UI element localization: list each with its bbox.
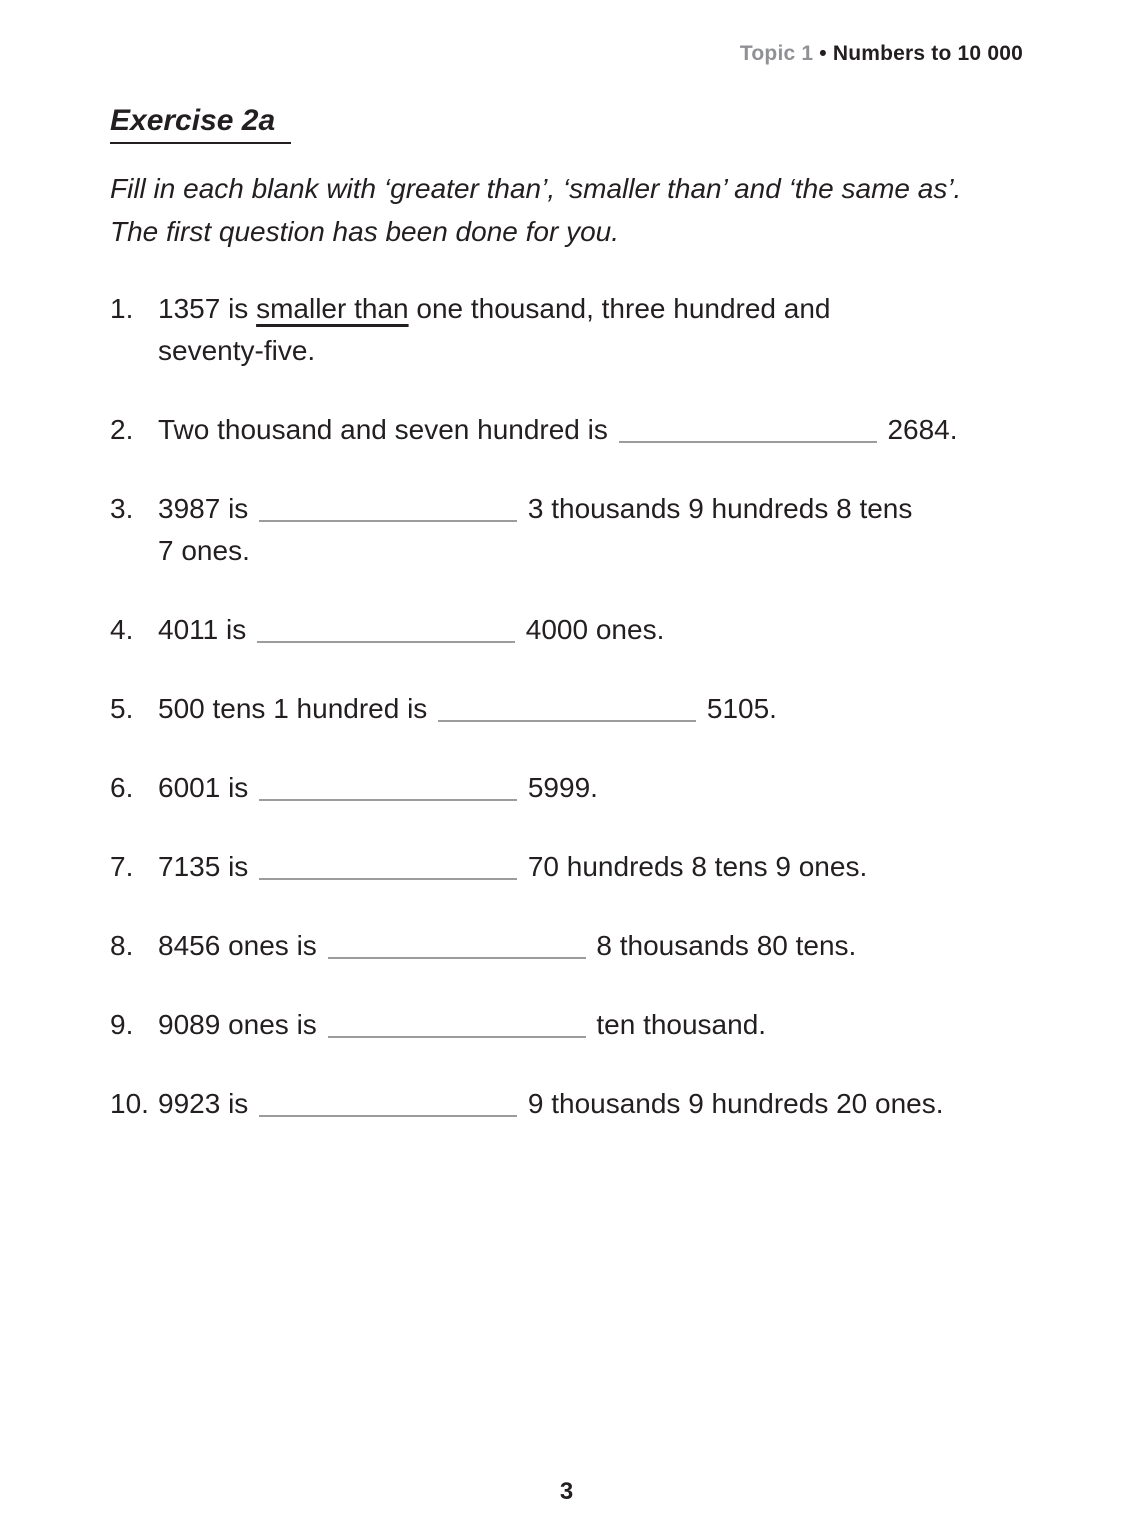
question-6 xyxy=(110,767,1025,809)
question-number: 5. xyxy=(110,693,134,724)
question-text xyxy=(158,846,1025,888)
question-4 xyxy=(110,609,1025,651)
question-text xyxy=(158,488,1025,572)
question-pre: 9923 is xyxy=(158,1088,249,1119)
question-number: 6. xyxy=(110,772,134,803)
question-text xyxy=(158,609,1025,651)
question-post: ten thousand. xyxy=(596,1009,767,1040)
question-number: 7. xyxy=(110,851,134,882)
question-text xyxy=(158,688,1025,730)
question-text xyxy=(158,925,1025,967)
answer-blank xyxy=(259,878,517,880)
question-number: 3. xyxy=(110,493,134,524)
question-2 xyxy=(110,409,1025,451)
question-number: 2. xyxy=(110,414,134,445)
question-10 xyxy=(110,1083,1025,1125)
question-post: 9 thousands 9 hundreds 20 ones. xyxy=(527,1088,944,1119)
question-8 xyxy=(110,925,1025,967)
question-text xyxy=(158,1083,1025,1125)
answer-blank xyxy=(438,720,696,722)
filled-answer: smaller than xyxy=(256,293,409,324)
question-1 xyxy=(110,288,1025,372)
question-pre: 1357 is xyxy=(158,293,249,324)
question-text xyxy=(158,288,1025,372)
answer-blank xyxy=(257,641,515,643)
question-post: 3 thousands 9 hundreds 8 tens xyxy=(527,493,913,524)
answer-blank xyxy=(259,1115,517,1117)
question-number: 8. xyxy=(110,930,134,961)
page-header xyxy=(740,42,1023,66)
question-text xyxy=(158,1004,1025,1046)
question-post: 8 thousands 80 tens. xyxy=(596,930,857,961)
page-content xyxy=(110,104,1025,1162)
question-7 xyxy=(110,846,1025,888)
question-text xyxy=(158,767,1025,809)
question-number: 9. xyxy=(110,1009,134,1040)
instructions xyxy=(110,167,1025,253)
question-pre: 4011 is xyxy=(158,614,247,645)
question-pre: 7135 is xyxy=(158,851,249,882)
question-3 xyxy=(110,488,1025,572)
instructions-line-1: Fill in each blank with ‘greater than’, ‘smaller than’ and ‘the same as’. xyxy=(110,173,962,204)
instructions-line-2: The first question has been done for you. xyxy=(110,216,619,247)
question-pre: 3987 is xyxy=(158,493,249,524)
question-post: 4000 ones. xyxy=(525,614,665,645)
exercise-title: Exercise 2a xyxy=(110,104,291,144)
question-pre: 500 tens 1 hundred is xyxy=(158,693,428,724)
question-number: 10. xyxy=(110,1088,149,1119)
answer-blank xyxy=(328,957,586,959)
header-bullet-separator: • xyxy=(819,42,827,65)
question-post: 5105. xyxy=(706,693,777,724)
question-post: one thousand, three hundred and xyxy=(416,293,831,324)
question-pre: 9089 ones is xyxy=(158,1009,317,1040)
answer-blank xyxy=(259,520,517,522)
question-list xyxy=(110,288,1025,1125)
question-pre: 8456 ones is xyxy=(158,930,317,961)
question-pre: Two thousand and seven hundred is xyxy=(158,414,608,445)
question-9 xyxy=(110,1004,1025,1046)
page-number: 3 xyxy=(559,1478,574,1505)
topic-label: Topic 1 xyxy=(739,42,814,65)
answer-blank xyxy=(328,1036,586,1038)
answer-blank xyxy=(619,441,877,443)
question-number: 4. xyxy=(110,614,134,645)
answer-blank xyxy=(259,799,517,801)
question-pre: 6001 is xyxy=(158,772,249,803)
question-post: 2684. xyxy=(887,414,958,445)
question-5 xyxy=(110,688,1025,730)
question-line-2: seventy-five. xyxy=(158,335,316,366)
question-line-2: 7 ones. xyxy=(158,535,250,566)
question-post: 70 hundreds 8 tens 9 ones. xyxy=(527,851,868,882)
header-title: Numbers to 10 000 xyxy=(832,42,1023,65)
question-number: 1. xyxy=(110,293,134,324)
question-post: 5999. xyxy=(527,772,598,803)
question-text xyxy=(158,409,1025,451)
